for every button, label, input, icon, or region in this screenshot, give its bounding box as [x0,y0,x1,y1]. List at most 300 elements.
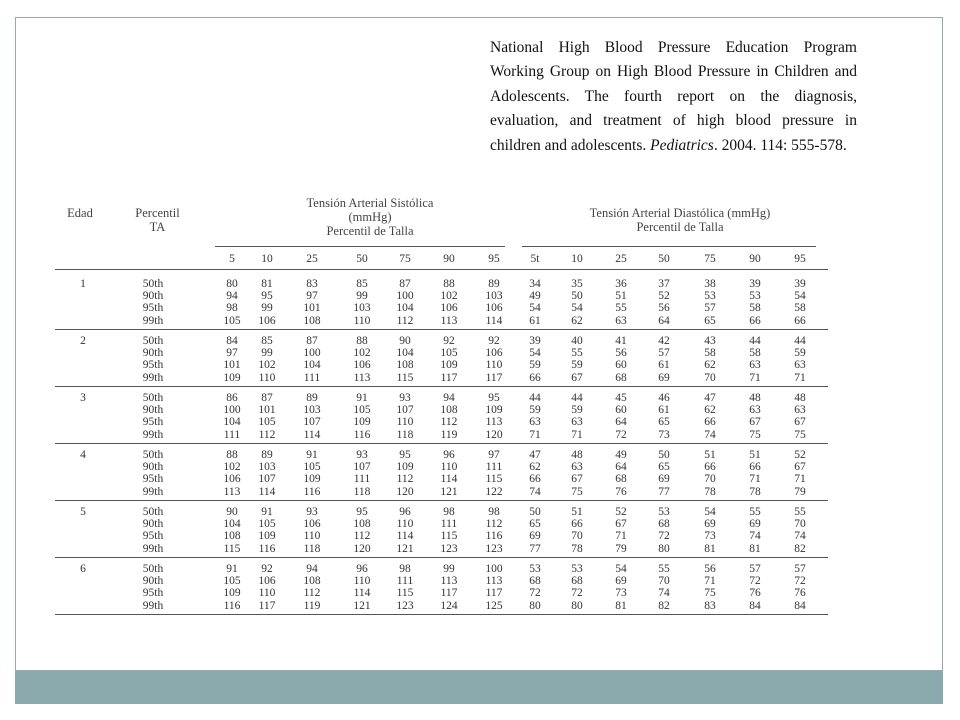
systolic-value-cell: 111 [440,518,458,531]
diastolic-value-cell: 47 [529,449,541,461]
systolic-value-cell: 117 [440,587,458,600]
diastolic-value-cell: 70 [571,530,583,543]
diastolic-value-cell: 54 [794,290,806,303]
diastolic-value-cell: 55 [749,506,761,518]
systolic-value-cell: 89 [488,278,500,290]
systolic-value-cell: 100 [223,404,241,417]
percentil-header-2: TA [149,220,166,234]
systolic-value-cell: 104 [303,359,321,372]
diastolic-col-header: 10 [571,253,583,265]
percentile-cell: 99th [142,542,164,555]
systolic-value-cell: 123 [440,542,458,555]
diastolic-value-cell: 56 [704,563,716,575]
systolic-value-cell: 88 [356,335,368,347]
diastolic-value-cell: 37 [658,278,670,290]
systolic-value-cell: 88 [226,449,238,461]
diastolic-value-cell: 72 [749,575,761,588]
age-cell: 4 [80,449,86,461]
diastolic-value-cell: 71 [704,575,716,588]
diastolic-value-cell: 57 [749,563,761,575]
percentile-cell: 95th [142,416,164,429]
diastolic-value-cell: 58 [794,302,806,315]
systolic-value-cell: 118 [303,542,321,555]
diastolic-value-cell: 57 [704,302,716,315]
systolic-value-cell: 111 [303,371,321,384]
diastolic-value-cell: 69 [529,530,541,543]
systolic-value-cell: 105 [303,461,321,474]
diastolic-value-cell: 58 [749,347,761,360]
diastolic-value-cell: 63 [749,359,761,372]
diastolic-value-cell: 52 [658,290,670,303]
percentile-cell: 50th [142,392,164,404]
systolic-value-cell: 102 [353,347,371,360]
systolic-value-cell: 115 [485,473,503,486]
diastolic-value-cell: 63 [794,359,806,372]
systolic-value-cell: 91 [356,392,368,404]
systolic-value-cell: 110 [485,359,503,372]
diastolic-value-cell: 53 [571,563,583,575]
diastolic-value-cell: 55 [794,506,806,518]
diastolic-value-cell: 60 [615,404,627,417]
systolic-value-cell: 103 [303,404,321,417]
diastolic-value-cell: 73 [658,428,670,441]
systolic-value-cell: 99 [261,347,273,360]
systolic-value-cell: 114 [258,485,276,498]
diastolic-value-cell: 53 [704,290,716,303]
diastolic-value-cell: 75 [749,428,761,441]
systolic-value-cell: 106 [223,473,241,486]
percentil-header-1: Percentil [135,206,180,220]
systolic-value-cell: 103 [485,290,503,303]
systolic-value-cell: 93 [356,449,368,461]
systolic-value-cell: 102 [440,290,458,303]
diastolic-value-cell: 60 [615,359,627,372]
citation-journal: Pediatrics [650,136,714,154]
diastolic-value-cell: 54 [704,506,716,518]
percentile-cell: 50th [142,335,164,347]
diastolic-value-cell: 78 [571,542,583,555]
systolic-value-cell: 103 [353,302,371,315]
group-rule [55,557,828,558]
diastolic-value-cell: 67 [615,518,627,531]
systolic-value-cell: 80 [226,278,238,290]
systolic-value-cell: 116 [258,542,276,555]
diastolic-value-cell: 54 [529,347,541,360]
systolic-value-cell: 112 [440,416,458,429]
diastolic-value-cell: 57 [794,563,806,575]
systolic-value-cell: 115 [440,530,458,543]
diastolic-value-cell: 63 [571,461,583,474]
group-rule [55,329,828,330]
systolic-value-cell: 93 [399,392,411,404]
systolic-col-header: 25 [306,253,318,265]
percentile-cell: 50th [142,506,164,518]
diastolic-value-cell: 39 [749,278,761,290]
systolic-value-cell: 88 [443,278,455,290]
diastolic-value-cell: 58 [704,347,716,360]
systolic-value-cell: 98 [488,506,500,518]
diastolic-value-cell: 69 [658,371,670,384]
systolic-col-header: 10 [261,253,273,265]
group-rule [55,443,828,444]
diastolic-value-cell: 67 [794,461,806,474]
diastolic-value-cell: 62 [704,359,716,372]
systolic-value-cell: 109 [440,359,458,372]
bottom-band [15,671,943,704]
systolic-value-cell: 96 [443,449,455,461]
systolic-header-2: (mmHg) [348,210,392,224]
systolic-value-cell: 97 [306,290,318,303]
diastolic-value-cell: 79 [615,542,627,555]
diastolic-col-header: 90 [749,253,761,265]
diastolic-value-cell: 79 [794,485,806,498]
systolic-value-cell: 98 [226,302,238,315]
age-cell: 1 [80,278,86,290]
diastolic-value-cell: 66 [529,473,541,486]
systolic-header-1: Tensión Arterial Sistólica [306,196,434,210]
diastolic-value-cell: 39 [529,335,541,347]
diastolic-col-header: 5t [530,253,540,265]
diastolic-value-cell: 67 [749,416,761,429]
diastolic-value-cell: 61 [529,314,541,327]
diastolic-value-cell: 39 [794,278,806,290]
systolic-value-cell: 93 [306,506,318,518]
diastolic-value-cell: 63 [529,416,541,429]
diastolic-value-cell: 54 [529,302,541,315]
systolic-value-cell: 87 [399,278,411,290]
systolic-value-cell: 106 [353,359,371,372]
systolic-value-cell: 109 [396,461,414,474]
diastolic-value-cell: 70 [704,371,716,384]
diastolic-value-cell: 80 [658,542,670,555]
systolic-value-cell: 113 [353,371,371,384]
systolic-value-cell: 114 [485,314,503,327]
diastolic-value-cell: 68 [529,575,541,588]
diastolic-value-cell: 62 [529,461,541,474]
systolic-value-cell: 81 [261,278,273,290]
age-cell: 2 [80,335,86,347]
systolic-value-cell: 94 [443,392,455,404]
diastolic-value-cell: 72 [529,587,541,600]
percentile-cell: 95th [142,359,164,372]
systolic-value-cell: 105 [223,314,241,327]
systolic-value-cell: 94 [226,290,238,303]
systolic-value-cell: 110 [353,314,371,327]
diastolic-value-cell: 59 [794,347,806,360]
diastolic-value-cell: 59 [529,404,541,417]
systolic-value-cell: 109 [223,587,241,600]
systolic-value-cell: 91 [306,449,318,461]
citation-main: National High Blood Pressure Education Program Working Group on High Blood Pressure in Children and Adolescents. The fourth report on the diagnosis, evaluation, and treatment of high blood pressure in children and adolescents. [490,39,857,154]
diastolic-header-2: Percentil de Talla [636,220,724,234]
diastolic-value-cell: 65 [658,416,670,429]
diastolic-value-cell: 49 [529,290,541,303]
diastolic-value-cell: 55 [615,302,627,315]
systolic-value-cell: 89 [261,449,273,461]
diastolic-value-cell: 80 [571,599,583,612]
diastolic-col-header: 75 [704,253,716,265]
diastolic-value-cell: 66 [794,314,806,327]
diastolic-value-cell: 77 [529,542,541,555]
systolic-value-cell: 86 [226,392,238,404]
diastolic-value-cell: 75 [571,485,583,498]
diastolic-value-cell: 66 [571,518,583,531]
diastolic-value-cell: 57 [658,347,670,360]
systolic-value-cell: 104 [223,416,241,429]
diastolic-value-cell: 65 [658,461,670,474]
diastolic-value-cell: 73 [704,530,716,543]
systolic-value-cell: 109 [485,404,503,417]
diastolic-col-header: 25 [615,253,627,265]
systolic-value-cell: 105 [258,416,276,429]
systolic-value-cell: 113 [440,575,458,588]
diastolic-value-cell: 71 [794,371,806,384]
diastolic-value-cell: 72 [615,428,627,441]
percentile-cell: 90th [142,575,164,588]
systolic-value-cell: 104 [396,347,414,360]
diastolic-value-cell: 69 [704,518,716,531]
systolic-value-cell: 123 [485,542,503,555]
systolic-value-cell: 124 [440,599,458,612]
systolic-value-cell: 110 [258,587,276,600]
systolic-value-cell: 112 [396,314,414,327]
systolic-value-cell: 115 [223,542,241,555]
diastolic-value-cell: 68 [658,518,670,531]
systolic-value-cell: 123 [396,599,414,612]
systolic-value-cell: 106 [258,575,276,588]
diastolic-value-cell: 74 [749,530,761,543]
diastolic-value-cell: 59 [529,359,541,372]
diastolic-value-cell: 58 [749,302,761,315]
systolic-value-cell: 109 [223,371,241,384]
diastolic-value-cell: 41 [615,335,627,347]
systolic-value-cell: 107 [303,416,321,429]
systolic-value-cell: 106 [485,302,503,315]
diastolic-value-cell: 51 [704,449,716,461]
percentile-cell: 95th [142,473,164,486]
diastolic-value-cell: 52 [794,449,806,461]
systolic-value-cell: 90 [226,506,238,518]
diastolic-value-cell: 51 [749,449,761,461]
systolic-value-cell: 101 [303,302,321,315]
group-rule [55,614,828,615]
diastolic-value-cell: 35 [571,278,583,290]
systolic-value-cell: 104 [223,518,241,531]
systolic-value-cell: 120 [353,542,371,555]
systolic-value-cell: 100 [303,347,321,360]
systolic-value-cell: 121 [440,485,458,498]
systolic-value-cell: 103 [258,461,276,474]
systolic-value-cell: 99 [261,302,273,315]
diastolic-value-cell: 63 [571,416,583,429]
systolic-value-cell: 116 [485,530,503,543]
systolic-value-cell: 113 [440,314,458,327]
diastolic-value-cell: 84 [794,599,806,612]
diastolic-value-cell: 75 [794,428,806,441]
systolic-value-cell: 121 [353,599,371,612]
diastolic-value-cell: 43 [704,335,716,347]
systolic-value-cell: 111 [485,461,503,474]
percentile-cell: 90th [142,290,164,303]
diastolic-value-cell: 76 [615,485,627,498]
systolic-value-cell: 96 [399,506,411,518]
diastolic-value-cell: 63 [615,314,627,327]
diastolic-value-cell: 48 [571,449,583,461]
systolic-value-cell: 95 [261,290,273,303]
systolic-value-cell: 90 [399,335,411,347]
systolic-value-cell: 106 [303,518,321,531]
percentile-cell: 95th [142,302,164,315]
systolic-value-cell: 95 [488,392,500,404]
diastolic-value-cell: 44 [794,335,806,347]
systolic-value-cell: 117 [485,371,503,384]
systolic-value-cell: 87 [261,392,273,404]
diastolic-value-cell: 69 [749,518,761,531]
percentile-cell: 50th [142,563,164,575]
diastolic-value-cell: 64 [615,416,627,429]
diastolic-col-header: 50 [658,253,670,265]
diastolic-value-cell: 81 [749,542,761,555]
systolic-header-3: Percentil de Talla [326,224,414,238]
systolic-value-cell: 105 [353,404,371,417]
diastolic-value-cell: 65 [704,314,716,327]
systolic-value-cell: 91 [226,563,238,575]
systolic-value-cell: 110 [258,371,276,384]
diastolic-value-cell: 70 [658,575,670,588]
systolic-value-cell: 113 [485,575,503,588]
diastolic-value-cell: 51 [615,290,627,303]
edad-header: Edad [67,206,93,220]
diastolic-value-cell: 42 [658,335,670,347]
diastolic-value-cell: 44 [749,335,761,347]
diastolic-value-cell: 83 [704,599,716,612]
diastolic-value-cell: 74 [704,428,716,441]
systolic-value-cell: 106 [485,347,503,360]
percentile-cell: 99th [142,314,164,327]
systolic-value-cell: 112 [303,587,321,600]
diastolic-value-cell: 80 [529,599,541,612]
systolic-value-cell: 89 [306,392,318,404]
diastolic-value-cell: 68 [615,473,627,486]
diastolic-value-cell: 55 [571,347,583,360]
systolic-value-cell: 114 [353,587,371,600]
diastolic-value-cell: 71 [794,473,806,486]
diastolic-value-cell: 40 [571,335,583,347]
systolic-value-cell: 114 [440,473,458,486]
diastolic-value-cell: 51 [571,506,583,518]
systolic-value-cell: 119 [303,599,321,612]
diastolic-value-cell: 59 [571,359,583,372]
systolic-value-cell: 85 [261,335,273,347]
diastolic-header-1: Tensión Arterial Diastólica (mmHg) [589,206,771,220]
diastolic-value-cell: 63 [794,404,806,417]
systolic-value-cell: 106 [258,314,276,327]
systolic-value-cell: 112 [485,518,503,531]
systolic-value-cell: 107 [258,473,276,486]
diastolic-col-header: 95 [794,253,806,265]
systolic-value-cell: 95 [399,449,411,461]
systolic-value-cell: 118 [396,428,414,441]
systolic-value-cell: 83 [306,278,318,290]
systolic-value-cell: 112 [353,530,371,543]
systolic-value-cell: 97 [226,347,238,360]
diastolic-value-cell: 82 [794,542,806,555]
diastolic-value-cell: 71 [615,530,627,543]
systolic-value-cell: 117 [258,599,276,612]
percentile-cell: 50th [142,278,164,290]
diastolic-value-cell: 74 [658,587,670,600]
diastolic-value-cell: 56 [615,347,627,360]
diastolic-value-cell: 81 [615,599,627,612]
percentile-cell: 95th [142,530,164,543]
systolic-value-cell: 109 [303,473,321,486]
systolic-value-cell: 108 [303,314,321,327]
diastolic-value-cell: 53 [529,563,541,575]
citation-details: . 2004. 114: 555-578. [713,136,847,154]
systolic-col-header: 5 [229,253,235,265]
systolic-value-cell: 117 [485,587,503,600]
diastolic-value-cell: 72 [571,587,583,600]
diastolic-value-cell: 48 [794,392,806,404]
systolic-value-cell: 113 [223,485,241,498]
systolic-value-cell: 100 [485,563,503,575]
header-bottom-rule [55,269,828,270]
systolic-value-cell: 98 [443,506,455,518]
diastolic-value-cell: 76 [749,587,761,600]
percentile-cell: 90th [142,347,164,360]
systolic-value-cell: 98 [399,563,411,575]
systolic-value-cell: 92 [261,563,273,575]
diastolic-value-cell: 44 [571,392,583,404]
diastolic-value-cell: 62 [704,404,716,417]
systolic-value-cell: 87 [306,335,318,347]
diastolic-value-cell: 53 [749,290,761,303]
diastolic-value-cell: 66 [749,461,761,474]
systolic-value-cell: 122 [485,485,503,498]
systolic-value-cell: 112 [396,473,414,486]
systolic-value-cell: 112 [258,428,276,441]
systolic-value-cell: 111 [353,473,371,486]
diastolic-value-cell: 61 [658,404,670,417]
systolic-value-cell: 106 [440,302,458,315]
diastolic-value-cell: 59 [571,404,583,417]
age-cell: 6 [80,563,86,575]
diastolic-value-cell: 74 [794,530,806,543]
systolic-value-cell: 107 [396,404,414,417]
diastolic-value-cell: 71 [749,371,761,384]
systolic-value-cell: 99 [443,563,455,575]
systolic-value-cell: 101 [223,359,241,372]
diastolic-value-cell: 74 [529,485,541,498]
diastolic-value-cell: 34 [529,278,541,290]
diastolic-value-cell: 48 [749,392,761,404]
diastolic-value-cell: 65 [529,518,541,531]
diastolic-value-cell: 78 [704,485,716,498]
diastolic-value-cell: 50 [571,290,583,303]
diastolic-value-cell: 44 [529,392,541,404]
systolic-value-cell: 92 [488,335,500,347]
diastolic-value-cell: 68 [571,575,583,588]
diastolic-value-cell: 67 [571,371,583,384]
systolic-value-cell: 110 [396,416,414,429]
systolic-value-cell: 116 [303,485,321,498]
diastolic-value-cell: 70 [704,473,716,486]
systolic-value-cell: 118 [353,485,371,498]
diastolic-value-cell: 75 [704,587,716,600]
diastolic-value-cell: 71 [749,473,761,486]
systolic-value-cell: 91 [261,506,273,518]
diastolic-value-cell: 50 [529,506,541,518]
